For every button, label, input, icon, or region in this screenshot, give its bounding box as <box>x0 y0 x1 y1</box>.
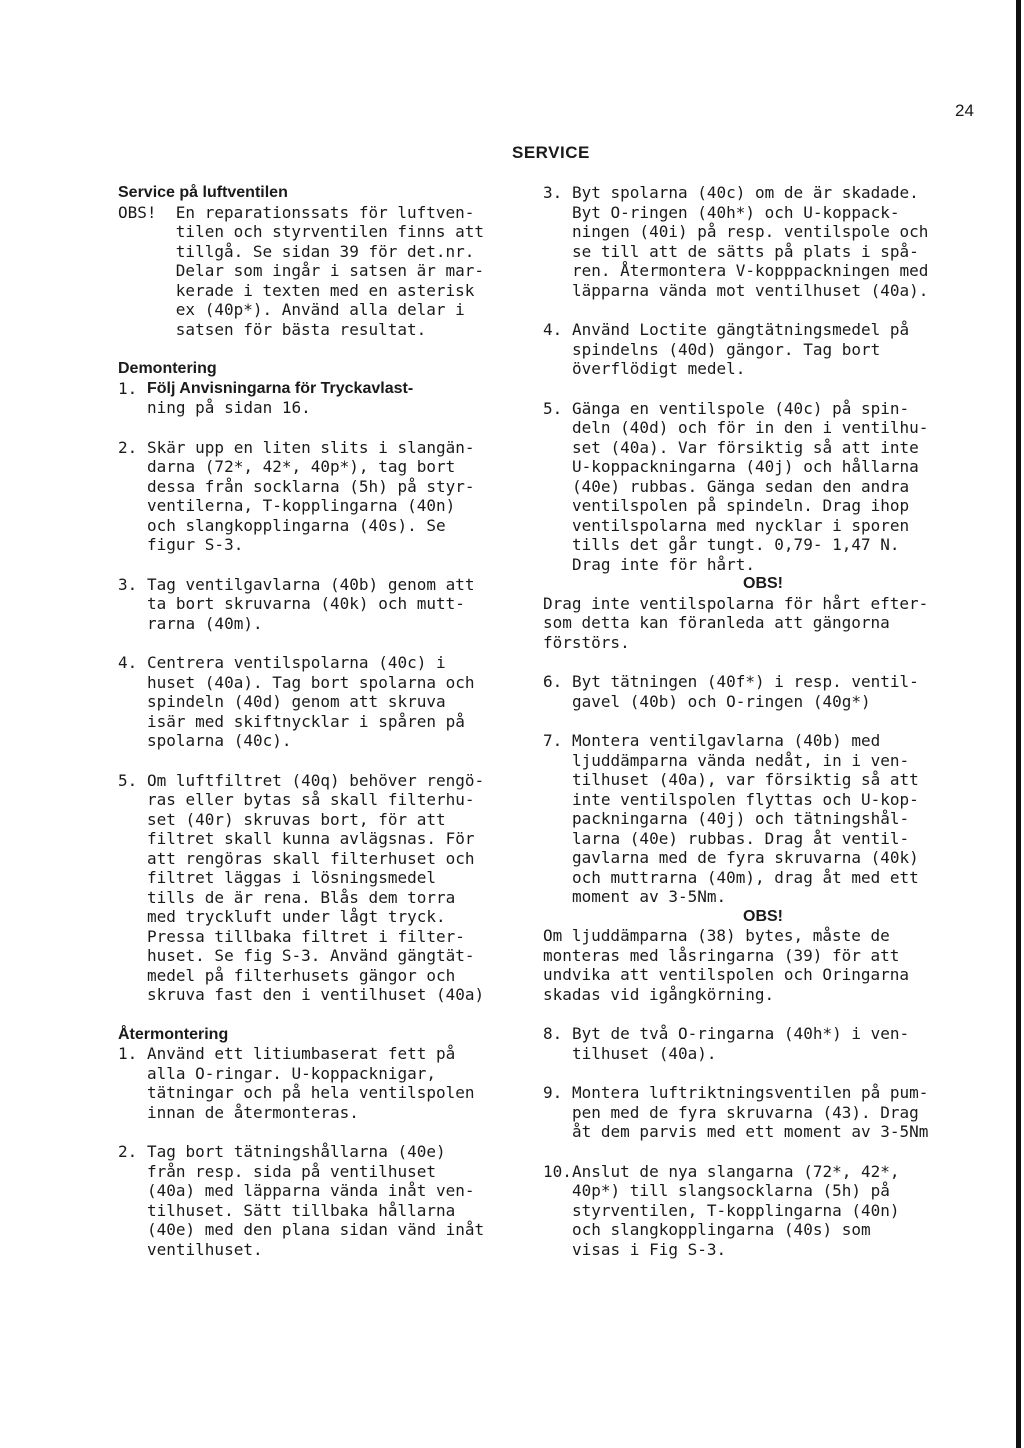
section-title: Service på luftventilen <box>118 184 288 201</box>
item-line: visas i Fig S-3. <box>572 1239 727 1259</box>
list-item <box>118 1142 528 1259</box>
item-line: Byt spolarna (40c) om de är skadade. <box>572 183 919 202</box>
item-number: 2. <box>118 1142 138 1161</box>
item-line: figur S-3. <box>147 535 244 554</box>
item-line: isär med skiftnycklar i spåren på <box>147 711 465 731</box>
item-line: deln (40d) och för in den i ventilhu- <box>572 418 929 437</box>
note-line: undvika att ventilspolen och Oringarna <box>543 965 910 984</box>
list-item <box>543 672 983 711</box>
item-line: se till att de sätts på plats i spå- <box>572 241 919 261</box>
item-line: (40e) med den plana sidan vänd inåt <box>147 1220 485 1239</box>
item-line: packningarna (40j) och tätningshål- <box>572 809 910 828</box>
subsection-title: Återmontering <box>118 1025 229 1043</box>
list-item <box>543 731 983 907</box>
list-item <box>118 1044 528 1122</box>
item-line: Tag ventilgavlarna (40b) genom att <box>147 574 475 594</box>
scan-border <box>1016 0 1021 1448</box>
item-line: (40a) med läpparna vända inåt ven- <box>147 1181 475 1200</box>
item-line: att rengöras skall filterhuset och <box>147 848 475 868</box>
list-item <box>543 1083 983 1142</box>
page-header: SERVICE <box>512 143 590 162</box>
note-line: skadas vid igångkörning. <box>543 984 775 1004</box>
item-line: tilhuset (40a), var försiktig så att <box>572 770 919 789</box>
item-line: Följ Anvisningarna för Tryckavlast- <box>147 379 414 397</box>
item-line: pen med de fyra skruvarna (43). Drag <box>572 1102 919 1122</box>
item-line: med tryckluft under lågt tryck. <box>147 907 446 926</box>
item-number: 1. <box>118 1044 138 1063</box>
item-line: Gänga en ventilspole (40c) på spin- <box>572 398 910 418</box>
item-line: inte ventilspolen flyttas och U-kop- <box>572 789 919 809</box>
item-line: rarna (40m). <box>147 613 263 633</box>
item-line: (40e) rubbas. Gänga sedan den andra <box>572 476 910 496</box>
note-line: Om ljuddämparna (38) bytes, måste de <box>543 926 890 945</box>
intro-line: Delar som ingår i satsen är mar- <box>118 261 485 280</box>
item-line: ningen (40i) på resp. ventilspole och <box>572 222 929 241</box>
item-line: Anslut de nya slangarna (72*, 42*, <box>572 1161 900 1181</box>
item-line: filtret skall kunna avlägsnas. För <box>147 829 475 848</box>
item-line: huset (40a). Tag bort spolarna och <box>147 672 475 692</box>
item-line: läpparna vända mot ventilhuset (40a). <box>572 280 929 300</box>
item-line: åt dem parvis med ett moment av 3-5Nm <box>572 1122 929 1141</box>
item-line: Pressa tillbaka filtret i filter- <box>147 926 465 946</box>
item-line: spolarna (40c). <box>147 731 292 750</box>
item-line: dessa från socklarna (5h) på styr- <box>147 476 475 496</box>
item-line: gavel (40b) och O-ringen (40g*) <box>572 691 871 711</box>
item-line: ventilspolen på spindeln. Drag ihop <box>572 496 910 515</box>
item-line: ventilspolarna med nycklar i sporen <box>572 515 910 535</box>
note-line: som detta kan föranleda att gängorna <box>543 613 890 632</box>
item-line: överflödigt medel. <box>572 359 746 378</box>
list-item <box>543 183 983 300</box>
item-number: 8. <box>543 1024 563 1043</box>
item-line: Montera luftriktningsventilen på pum- <box>572 1083 929 1102</box>
item-number: 6. <box>543 672 563 691</box>
item-line: Centrera ventilspolarna (40c) i <box>147 653 446 672</box>
intro-line: kerade i texten med en asterisk <box>118 280 475 300</box>
item-line: set (40r) skruvas bort, för att <box>147 809 446 829</box>
intro-line: tilen och styrventilen finns att <box>118 222 485 241</box>
item-line: från resp. sida på ventilhuset <box>147 1161 436 1181</box>
item-line: darna (72*, 42*, 40p*), tag bort <box>147 457 456 476</box>
item-line: ren. Återmontera V-kopppackningen med <box>572 261 929 280</box>
list-item <box>118 653 528 751</box>
intro-note <box>118 203 528 340</box>
item-line: tills de är rena. Blås dem torra <box>147 887 456 907</box>
item-line: 40p*) till slangsocklarna (5h) på <box>572 1181 890 1200</box>
item-line: Använd Loctite gängtätningsmedel på <box>572 320 910 339</box>
item-line: huset. Se fig S-3. Använd gängtät- <box>147 946 475 965</box>
item-number: 4. <box>543 320 563 339</box>
intro-line: ex (40p*). Använd alla delar i <box>118 300 465 319</box>
item-line: ras eller bytas så skall filterhu- <box>147 790 475 809</box>
item-line: Byt de två O-ringarna (40h*) i ven- <box>572 1024 910 1043</box>
item-line: tills det går tungt. 0,79- 1,47 N. <box>572 535 900 554</box>
item-line: Använd ett litiumbaserat fett på <box>147 1044 456 1063</box>
list-item <box>118 575 528 634</box>
item-line: filtret läggas i lösningsmedel <box>147 868 436 887</box>
item-line: gavlarna med de fyra skruvarna (40k) <box>572 848 919 867</box>
item-line: och slangkopplingarna (40s) som <box>572 1220 871 1239</box>
list-item <box>118 771 528 1005</box>
item-line: spindeln (40d) genom att skruva <box>147 692 446 711</box>
right-column <box>543 183 983 1259</box>
list-item <box>543 1024 983 1063</box>
item-number: 9. <box>543 1083 563 1102</box>
item-number: 3. <box>118 574 138 594</box>
item-line: Drag inte för hårt. <box>572 554 756 574</box>
item-line: medel på filterhusets gängor och <box>147 965 456 985</box>
item-line: skruva fast den i ventilhuset (40a) <box>147 985 485 1004</box>
list-item <box>118 379 528 418</box>
item-line: ventilhuset. <box>147 1239 263 1259</box>
item-line: ta bort skruvarna (40k) och mutt- <box>147 594 465 613</box>
item-line: styrventilen, T-kopplingarna (40n) <box>572 1200 900 1220</box>
item-line: innan de återmonteras. <box>147 1102 359 1122</box>
item-line: och slangkopplingarna (40s). Se <box>147 515 446 535</box>
item-line: alla O-ringar. U-koppacknigar, <box>147 1063 436 1083</box>
item-line: Om luftfiltret (40q) behöver rengö- <box>147 770 485 790</box>
item-number: 1. <box>118 378 138 398</box>
note-line: monteras med låsringarna (39) för att <box>543 945 900 965</box>
item-line: ventilerna, T-kopplingarna (40n) <box>147 496 456 515</box>
list-item <box>543 399 983 575</box>
note-title: OBS! <box>743 575 783 592</box>
item-number: 5. <box>118 770 138 790</box>
item-number: 3. <box>543 183 563 202</box>
item-line: tilhuset (40a). <box>572 1043 717 1063</box>
item-line: ning på sidan 16. <box>147 398 311 417</box>
item-line: tilhuset. Sätt tillbaka hållarna <box>147 1200 456 1220</box>
item-line: Montera ventilgavlarna (40b) med <box>572 731 881 750</box>
note-block <box>543 574 983 652</box>
item-number: 10. <box>543 1161 572 1181</box>
item-line: Byt O-ringen (40h*) och U-koppack- <box>572 202 900 222</box>
item-line: Skär upp en liten slits i slangän- <box>147 437 475 457</box>
item-line: Byt tätningen (40f*) i resp. ventil- <box>572 672 919 691</box>
item-line: spindelns (40d) gängor. Tag bort <box>572 339 881 359</box>
item-line: moment av 3-5Nm. <box>572 887 727 906</box>
note-line: Drag inte ventilspolarna för hårt efter- <box>543 593 929 613</box>
intro-line: tillgå. Se sidan 39 för det.nr. <box>118 241 475 261</box>
intro-line: satsen för bästa resultat. <box>118 319 427 339</box>
note-block <box>543 907 983 1005</box>
item-number: 5. <box>543 398 563 418</box>
item-number: 7. <box>543 731 563 750</box>
item-line: Tag bort tätningshållarna (40e) <box>147 1142 446 1161</box>
item-number: 4. <box>118 653 138 672</box>
list-item <box>543 320 983 379</box>
item-line: tätningar och på hela ventilspolen <box>147 1083 475 1102</box>
item-number: 2. <box>118 437 138 457</box>
page-number: 24 <box>955 101 974 120</box>
list-item <box>118 438 528 555</box>
item-line: U-koppackningarna (40j) och hållarna <box>572 457 919 476</box>
note-title: OBS! <box>743 907 783 925</box>
item-line: ljuddämparna vända nedåt, in i ven- <box>572 750 910 770</box>
item-line: set (40a). Var försiktig så att inte <box>572 437 919 457</box>
subsection-title: Demontering <box>118 360 217 377</box>
list-item <box>543 1162 983 1260</box>
item-line: och muttrarna (40m), drag åt med ett <box>572 867 919 887</box>
note-line: förstörs. <box>543 632 630 652</box>
item-line: larna (40e) rubbas. Drag åt ventil- <box>572 828 910 848</box>
left-column <box>118 183 528 1259</box>
intro-line: OBS! En reparationssats för luftven- <box>118 202 475 222</box>
